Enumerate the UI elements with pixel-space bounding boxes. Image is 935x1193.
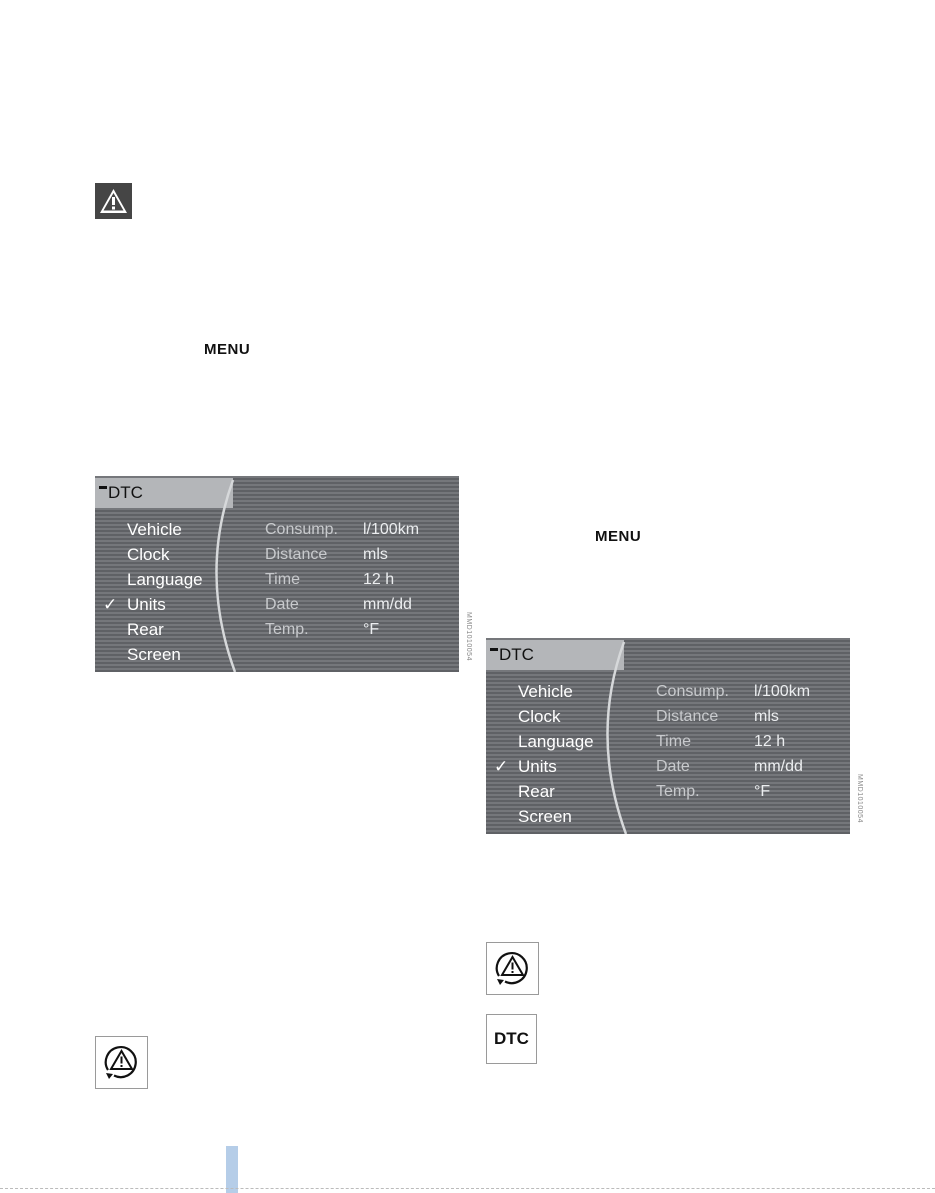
warning-triangle-icon: [95, 183, 132, 219]
setting-value: mm/dd: [754, 758, 803, 775]
setting-value: mm/dd: [363, 596, 412, 613]
menu-item-rear: Rear: [127, 620, 164, 639]
dtc-display-screen: [486, 638, 850, 834]
settings-values: [754, 679, 810, 804]
setting-property: Time: [265, 571, 300, 588]
dsc-warning-rotate-icon: [486, 942, 539, 995]
menu-item-clock: Clock: [127, 545, 170, 564]
dsc-warning-rotate-icon: [95, 1036, 148, 1089]
setting-property: Time: [656, 733, 691, 750]
menu-item-units: ✓ Units: [518, 754, 594, 779]
settings-properties: [656, 679, 729, 804]
menu-button-label: MENU: [204, 341, 251, 358]
setting-property: Consump.: [656, 683, 729, 700]
settings-properties: [265, 517, 338, 642]
figure-reference-code: MMD1010054: [856, 774, 863, 823]
menu-item-vehicle: Vehicle: [127, 520, 182, 539]
dtc-tab-label: DTC: [490, 645, 534, 665]
menu-item-screen: Screen: [127, 645, 181, 664]
setting-property: Consump.: [265, 521, 338, 538]
setting-value: mls: [363, 546, 388, 563]
menu-list: [494, 679, 594, 829]
setting-value: l/100km: [363, 521, 420, 538]
menu-item-clock: Clock: [518, 707, 561, 726]
page-bottom-rule: [0, 1188, 935, 1189]
menu-item-vehicle: Vehicle: [518, 682, 573, 701]
checkmark-icon: ✓: [103, 595, 118, 614]
page-accent-bar: [226, 1146, 238, 1193]
menu-item-screen: Screen: [518, 807, 572, 826]
menu-item-language: Language: [518, 732, 594, 751]
setting-property: Distance: [656, 708, 719, 725]
figure-reference-code: MMD1010054: [465, 612, 472, 661]
dtc-tab-label: DTC: [99, 483, 143, 503]
menu-item-language: Language: [127, 570, 203, 589]
menu-button-label: MENU: [595, 528, 642, 545]
menu-item-units: ✓ Units: [127, 592, 203, 617]
setting-property: Temp.: [656, 783, 700, 800]
dtc-button-icon: DTC: [486, 1014, 537, 1064]
setting-property: Date: [265, 596, 299, 613]
settings-values: [363, 517, 419, 642]
setting-value: l/100km: [754, 683, 811, 700]
setting-value: °F: [363, 621, 380, 638]
setting-property: Date: [656, 758, 690, 775]
dtc-display-screen: [95, 476, 459, 672]
setting-property: Temp.: [265, 621, 309, 638]
menu-item-rear: Rear: [518, 782, 555, 801]
setting-value: °F: [754, 783, 771, 800]
setting-value: 12 h: [754, 733, 786, 750]
setting-property: Distance: [265, 546, 328, 563]
menu-list: [103, 517, 203, 667]
checkmark-icon: ✓: [494, 757, 509, 776]
setting-value: 12 h: [363, 571, 395, 588]
setting-value: mls: [754, 708, 779, 725]
